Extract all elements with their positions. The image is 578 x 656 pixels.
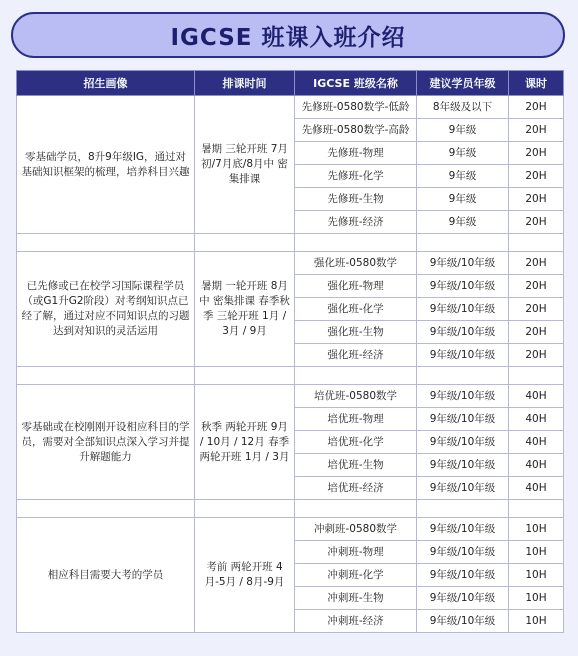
hours-cell: 20H	[509, 344, 564, 367]
class-name-cell: 先修班-0580数学-低龄	[295, 96, 417, 119]
class-name-cell: 冲刺班-0580数学	[295, 518, 417, 541]
separator-cell	[17, 367, 195, 385]
group-profile-cell: 已先修或已在校学习国际课程学员（或G1升G2阶段）对考纲知识点已经了解，通过对应不同知识点的习题达到对知识的灵活运用	[17, 252, 195, 367]
table-row	[17, 385, 564, 408]
class-name-cell: 强化班-物理	[295, 275, 417, 298]
grade-cell: 9年级/10年级	[417, 541, 509, 564]
hours-cell: 40H	[509, 477, 564, 500]
separator-cell	[417, 367, 509, 385]
class-name-cell: 冲刺班-物理	[295, 541, 417, 564]
class-name-cell: 强化班-化学	[295, 298, 417, 321]
group-schedule-cell: 暑期 三轮开班 7月初/7月底/8月中 密集排课	[195, 96, 295, 234]
class-name-cell: 强化班-0580数学	[295, 252, 417, 275]
grade-cell: 9年级/10年级	[417, 564, 509, 587]
class-name-cell: 先修班-0580数学-高龄	[295, 119, 417, 142]
class-name-cell: 培优班-生物	[295, 454, 417, 477]
class-name-cell: 先修班-生物	[295, 188, 417, 211]
table-header-row	[17, 71, 564, 96]
separator-cell	[195, 500, 295, 518]
separator-row	[17, 367, 564, 385]
header-grade: 建议学员年级	[417, 71, 509, 96]
header-class-name: IGCSE 班级名称	[295, 71, 417, 96]
grade-cell: 9年级/10年级	[417, 321, 509, 344]
hours-cell: 20H	[509, 211, 564, 234]
class-name-cell: 冲刺班-化学	[295, 564, 417, 587]
grade-cell: 9年级/10年级	[417, 610, 509, 633]
hours-cell: 20H	[509, 321, 564, 344]
hours-cell: 10H	[509, 541, 564, 564]
class-name-cell: 培优班-物理	[295, 408, 417, 431]
separator-cell	[195, 234, 295, 252]
class-table	[16, 70, 564, 633]
header-schedule: 排课时间	[195, 71, 295, 96]
grade-cell: 9年级	[417, 188, 509, 211]
class-table-container	[16, 70, 563, 650]
separator-row	[17, 234, 564, 252]
separator-cell	[417, 500, 509, 518]
hours-cell: 20H	[509, 119, 564, 142]
hours-cell: 40H	[509, 454, 564, 477]
group-schedule-cell: 秋季 两轮开班 9月 / 10月 / 12月 春季 两轮开班 1月 / 3月	[195, 385, 295, 500]
class-name-cell: 先修班-物理	[295, 142, 417, 165]
table-body	[17, 96, 564, 633]
grade-cell: 9年级/10年级	[417, 408, 509, 431]
grade-cell: 9年级/10年级	[417, 252, 509, 275]
separator-cell	[295, 234, 417, 252]
separator-cell	[17, 500, 195, 518]
hours-cell: 20H	[509, 252, 564, 275]
hours-cell: 40H	[509, 385, 564, 408]
class-name-cell: 强化班-经济	[295, 344, 417, 367]
class-name-cell: 先修班-化学	[295, 165, 417, 188]
grade-cell: 9年级/10年级	[417, 518, 509, 541]
hours-cell: 20H	[509, 188, 564, 211]
table-row	[17, 252, 564, 275]
grade-cell: 9年级/10年级	[417, 298, 509, 321]
separator-cell	[17, 234, 195, 252]
hours-cell: 10H	[509, 587, 564, 610]
table-row	[17, 518, 564, 541]
grade-cell: 9年级/10年级	[417, 344, 509, 367]
hours-cell: 40H	[509, 408, 564, 431]
grade-cell: 9年级	[417, 165, 509, 188]
grade-cell: 9年级/10年级	[417, 477, 509, 500]
grade-cell: 9年级/10年级	[417, 431, 509, 454]
hours-cell: 20H	[509, 96, 564, 119]
hours-cell: 20H	[509, 275, 564, 298]
class-name-cell: 强化班-生物	[295, 321, 417, 344]
hours-cell: 20H	[509, 165, 564, 188]
group-profile-cell: 零基础或在校刚刚开设相应科目的学员，需要对全部知识点深入学习并提升解题能力	[17, 385, 195, 500]
class-name-cell: 培优班-经济	[295, 477, 417, 500]
hours-cell: 20H	[509, 142, 564, 165]
grade-cell: 9年级	[417, 119, 509, 142]
class-name-cell: 培优班-0580数学	[295, 385, 417, 408]
grade-cell: 9年级/10年级	[417, 587, 509, 610]
separator-cell	[509, 234, 564, 252]
group-schedule-cell: 考前 两轮开班 4月-5月 / 8月-9月	[195, 518, 295, 633]
separator-cell	[195, 367, 295, 385]
header-hours: 课时	[509, 71, 564, 96]
class-name-cell: 先修班-经济	[295, 211, 417, 234]
class-name-cell: 培优班-化学	[295, 431, 417, 454]
group-schedule-cell: 暑期 一轮开班 8月中 密集排课 春季秋季 三轮开班 1月 / 3月 / 9月	[195, 252, 295, 367]
group-profile-cell: 相应科目需要大考的学员	[17, 518, 195, 633]
separator-cell	[295, 500, 417, 518]
grade-cell: 9年级/10年级	[417, 385, 509, 408]
class-name-cell: 冲刺班-生物	[295, 587, 417, 610]
hours-cell: 10H	[509, 564, 564, 587]
separator-cell	[509, 500, 564, 518]
separator-cell	[509, 367, 564, 385]
class-name-cell: 冲刺班-经济	[295, 610, 417, 633]
group-profile-cell: 零基础学员，8升9年级IG，通过对基础知识框架的梳理，培养科目兴趣	[17, 96, 195, 234]
grade-cell: 9年级	[417, 142, 509, 165]
hours-cell: 40H	[509, 431, 564, 454]
grade-cell: 9年级/10年级	[417, 275, 509, 298]
grade-cell: 9年级	[417, 211, 509, 234]
table-row	[17, 96, 564, 119]
page-title: IGCSE 班课入班介绍	[11, 12, 565, 58]
separator-row	[17, 500, 564, 518]
separator-cell	[417, 234, 509, 252]
hours-cell: 20H	[509, 298, 564, 321]
grade-cell: 9年级/10年级	[417, 454, 509, 477]
hours-cell: 10H	[509, 610, 564, 633]
hours-cell: 10H	[509, 518, 564, 541]
header-profile: 招生画像	[17, 71, 195, 96]
grade-cell: 8年级及以下	[417, 96, 509, 119]
separator-cell	[295, 367, 417, 385]
